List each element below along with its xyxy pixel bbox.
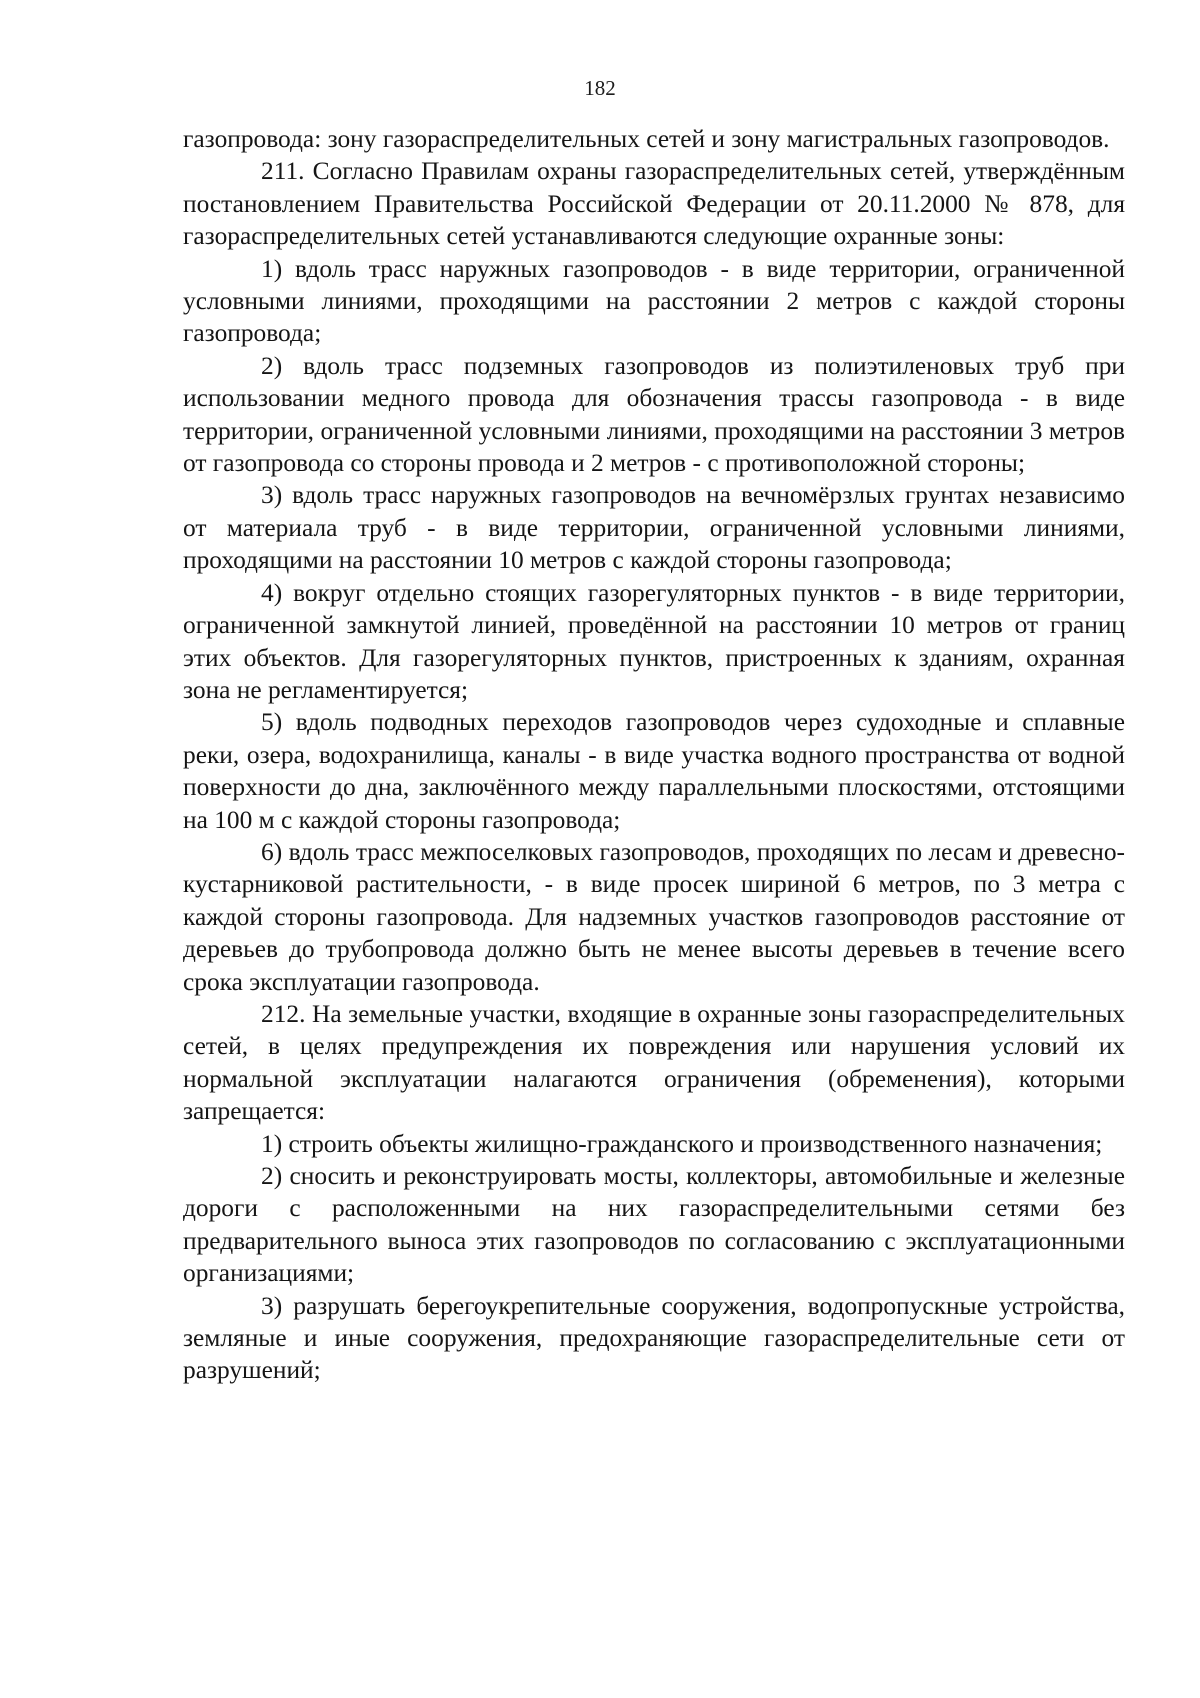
page-number: 182 xyxy=(584,76,616,100)
paragraph-211-item-6: 6) вдоль трасс межпоселковых газопроводов, проходящих по лесам и древесно-кустарниковой растительности, - в виде просек шириной 6 метров, по 3 метра с каждой стороны газопровода. Для надземных участков газопроводов расстояние от деревьев до трубопровода должно быть не менее высоты деревьев в течение всего срока эксплуатации газопровода. xyxy=(183,837,1125,996)
paragraph-211-item-5: 5) вдоль подводных переходов газопроводов через судоходные и сплавные реки, озера, водохранилища, каналы - в виде участка водного пространства от водной поверхности до дна, заключённого между параллельными плоскостями, отстоящими на 100 м с каждой стороны газопровода; xyxy=(183,708,1125,834)
paragraph-211-item-1: 1) вдоль трасс наружных газопроводов - в виде территории, ограниченной условными линиями, проходящими на расстоянии 2 метров с каждой стороны газопровода; xyxy=(183,254,1125,348)
document-body xyxy=(183,123,1125,1387)
paragraph-211-item-3: 3) вдоль трасс наружных газопроводов на вечномёрзлых грунтах независимо от материала труб - в виде территории, ограниченной условными линиями, проходящими на расстоянии 10 метров с каждой стороны газопровода; xyxy=(183,481,1125,575)
paragraph-212-item-3: 3) разрушать берегоукрепительные сооружения, водопропускные устройства, земляные и иные сооружения, предохраняющие газораспределительные сети от разрушений; xyxy=(183,1291,1125,1385)
paragraph-212: 212. На земельные участки, входящие в охранные зоны газораспределительных сетей, в целях предупреждения их повреждения или нарушения условий их нормальной эксплуатации налагаются ограничения (обременения), которыми запрещается: xyxy=(183,999,1125,1126)
paragraph-211-item-2: 2) вдоль трасс подземных газопроводов из полиэтиленовых труб при использовании медного провода для обозначения трассы газопровода - в виде территории, ограниченной условными линиями, проходящими на расстоянии 3 метров от газопровода со стороны провода и 2 метров - с противоположной стороны; xyxy=(183,351,1125,478)
paragraph-211-item-4: 4) вокруг отдельно стоящих газорегуляторных пунктов - в виде территории, ограниченной замкнутой линией, проведённой на расстоянии 10 метров от границ этих объектов. Для газорегуляторных пунктов, пристроенных к зданиям, охранная зона не регламентируется; xyxy=(183,578,1125,704)
paragraph-continuation: газопровода: зону газораспределительных сетей и зону магистральных газопроводов. xyxy=(183,125,1110,153)
paragraph-212-item-2: 2) сносить и реконструировать мосты, коллекторы, автомобильные и железные дороги с расположенными на них газораспределительными сетями без предварительного выноса этих газопроводов по согласованию с эксплуатационными организациями; xyxy=(183,1162,1125,1288)
paragraph-211: 211. Согласно Правилам охраны газораспределительных сетей, утверждённым постановлением Правительства Российской Федерации от 20.11.2000 № 878, для газораспределительных сетей устанавливаются следующие охранные зоны: xyxy=(183,157,1125,251)
paragraph-212-item-1: 1) строить объекты жилищно-гражданского и производственного назначения; xyxy=(261,1129,1103,1158)
